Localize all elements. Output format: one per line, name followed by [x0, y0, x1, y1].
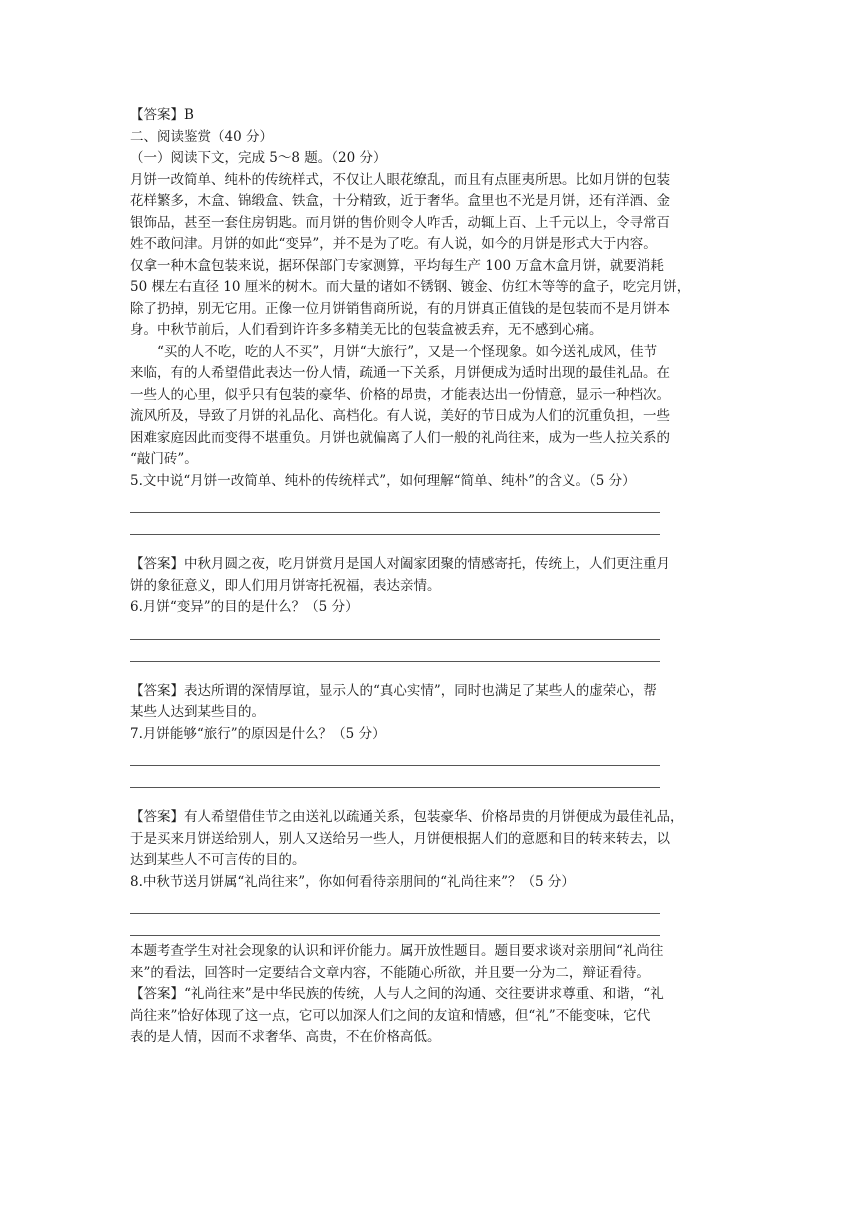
answer-text: 【答案】中秋月圆之夜，吃月饼赏月是国人对阖家团聚的情感寄托，传统上，人们更注重月 — [130, 556, 670, 572]
passage-line: “敲门砖”。 — [130, 451, 198, 467]
passage-line: 困难家庭因此而变得不堪重负。月饼也就偏离了人们一般的礼尚往来，成为一些人拉关系的 — [130, 429, 670, 446]
question-7 — [130, 724, 730, 872]
answer-text: 某些人达到某些目的。 — [130, 704, 265, 720]
document-content — [130, 105, 730, 1049]
answer-text: 【答案】表达所谓的深情厚谊，显示人的“真心实情”，同时也满足了某些人的虚荣心，帮 — [130, 682, 657, 699]
passage-paragraph-1 — [130, 170, 730, 342]
question-text: 6.月饼“变异”的目的是什么？（5 分） — [130, 599, 359, 615]
answer-text: 于是买来月饼送给别人，别人又送给另一些人，月饼便根据人们的意愿和目的转来转去，以 — [130, 830, 670, 847]
question-text: 8.中秋节送月饼属“礼尚往来”，你如何看待亲朋间的“礼尚往来”？（5 分） — [130, 873, 575, 890]
answer-blank-line — [130, 897, 660, 914]
prior-answer: 【答案】B — [130, 107, 194, 123]
answer-text: 表的是人情，因而不求奢华、高贵，不在价格高低。 — [130, 1029, 441, 1045]
answer-blank-line — [130, 919, 660, 936]
sub-title: （一）阅读下文，完成 5～8 题。（20 分） — [130, 150, 387, 166]
question-8 — [130, 872, 730, 1049]
passage-line: 身。中秋节前后，人们看到许许多多精美无比的包装盒被丢弃，无不感到心痛。 — [130, 322, 603, 338]
analysis-note: 本题考查学生对社会现象的认识和评价能力。属开放性题目。题目要求谈对亲朋间“礼尚往 — [130, 943, 664, 959]
answer-text: 达到某些人不可言传的目的。 — [130, 852, 306, 868]
answer-text: 【答案】“礼尚往来”是中华民族的传统，人与人之间的沟通、交往要讲求尊重、和谐，“礼 — [130, 986, 664, 1002]
passage-line: 除了扔掉，别无它用。正像一位月饼销售商所说，有的月饼真正值钱的是包装而不是月饼本 — [130, 300, 670, 317]
passage-line: “买的人不吃，吃的人不买”，月饼“大旅行”，又是一个怪现象。如今送礼成风，佳节 — [157, 343, 658, 360]
answer-blank-line — [130, 749, 660, 766]
question-5 — [130, 471, 730, 598]
answer-blank-line — [130, 496, 660, 513]
passage-line: 银饰品，甚至一套住房钥匙。而月饼的售价则令人咋舌，动辄上百、上千元以上，令寻常百 — [130, 214, 670, 231]
answer-blank-line — [130, 518, 660, 535]
answer-text: 饼的象征意义，即人们用月饼寄托祝福，表达亲情。 — [130, 577, 441, 594]
answer-text: 尚往来”恰好体现了这一点，它可以加深人们之间的友谊和情感，但“礼”不能变味，它代 — [130, 1007, 651, 1024]
passage-line: 花样繁多，木盒、锦缎盒、铁盒，十分精致，近于奢华。盒里也不光是月饼，还有洋酒、金 — [130, 193, 670, 209]
passage-line: 50 棵左右直径 10 厘米的树木。而大量的诸如不锈钢、镀金、仿红木等等的盒子，吃完月饼， — [130, 279, 691, 295]
passage-line: 一些人的心里，似乎只有包装的豪华、价格的昂贵，才能表达出一份情意，显示一种档次。 — [130, 386, 670, 403]
question-text: 5.文中说“月饼一改简单、纯朴的传统样式”，如何理解“简单、纯朴”的含义。（5 分） — [130, 472, 636, 489]
answer-blank-line — [130, 771, 660, 788]
passage-paragraph-2 — [130, 342, 730, 471]
section-title: 二、阅读鉴赏（40 分） — [130, 128, 273, 145]
passage-line: 姓不敢问津。月饼的如此“变异”，并不是为了吃。有人说，如今的月饼是形式大于内容。 — [130, 236, 657, 252]
analysis-note: 来”的看法，回答时一定要结合文章内容，不能随心所欲，并且要一分为二，辩证看待。 — [130, 964, 650, 981]
passage-line: 流风所及，导致了月饼的礼品化、高档化。有人说，美好的节日成为人们的沉重负担，一些 — [130, 408, 670, 424]
passage-line: 仅拿一种木盒包装来说，据环保部门专家测算，平均每生产 100 万盒木盒月饼，就要消耗 — [130, 257, 664, 274]
answer-blank-line — [130, 623, 660, 640]
answer-blank-line — [130, 645, 660, 662]
question-text: 7.月饼能够“旅行”的原因是什么？（5 分） — [130, 725, 386, 742]
question-6 — [130, 597, 730, 724]
passage-line: 月饼一改简单、纯朴的传统样式，不仅让人眼花缭乱，而且有点匪夷所思。比如月饼的包装 — [130, 171, 670, 188]
answer-text: 【答案】有人希望借佳节之由送礼以疏通关系，包装豪华、价格昂贵的月饼便成为最佳礼品， — [130, 809, 684, 825]
passage-line: 来临，有的人希望借此表达一份人情，疏通一下关系，月饼便成为适时出现的最佳礼品。在 — [130, 365, 670, 381]
